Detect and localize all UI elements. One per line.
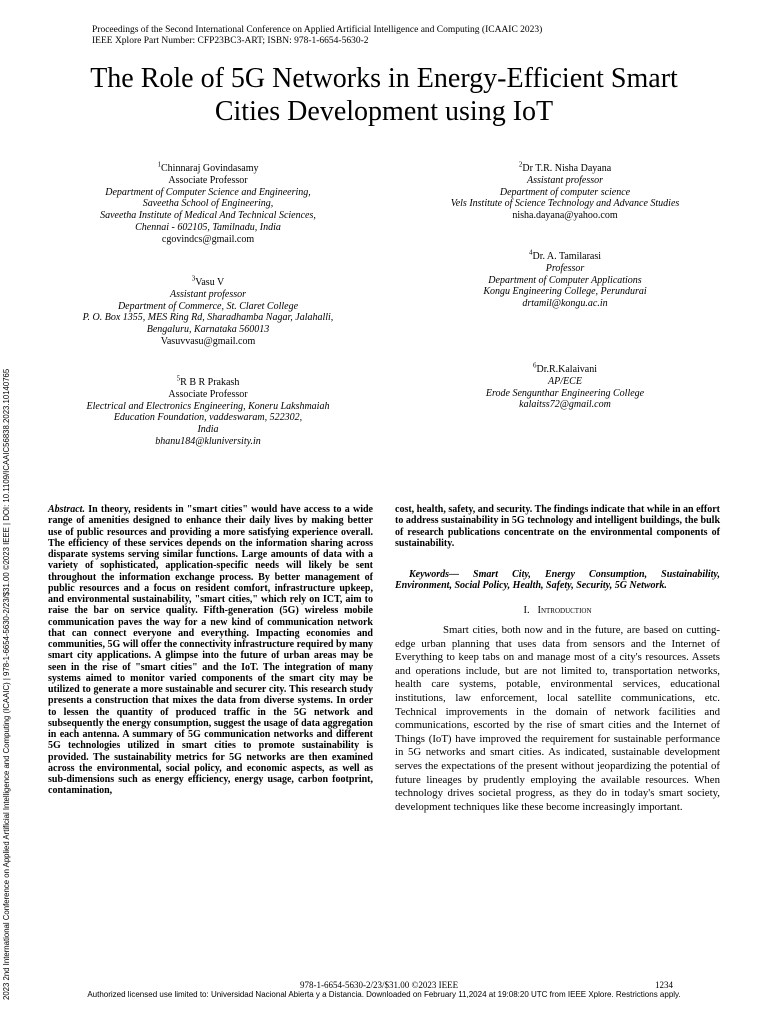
author-block-5 <box>48 374 368 448</box>
author-role: Associate Professor <box>168 388 248 400</box>
author-name: $^3$Vasu V <box>191 274 225 288</box>
footer-identifier: 978-1-6654-5630-2/23/$31.00 ©2023 IEEE <box>300 980 459 990</box>
abstract-label: Abstract. <box>48 504 85 515</box>
author-affiliation: Chennai - 602105, Tamilnadu, India <box>135 221 281 233</box>
author-affiliation: Education Foundation, vaddeswaram, 522302, <box>113 412 303 424</box>
author-name: $^2$Dr T.R. Nisha Dayana <box>518 160 612 174</box>
author-affiliation: Erode Sengunthar Engineering College <box>485 387 645 399</box>
author-email: Vasuvvasu@gmail.com <box>160 335 256 347</box>
author-affiliation: Department of computer science <box>499 186 631 198</box>
author-email: kalaitss72@gmail.com <box>519 399 611 411</box>
author-affiliation: Department of Computer Science and Engineering, <box>105 186 311 198</box>
introduction-text: Smart cities, both now and in the future, are based on cutting-edge urban planning that uses data from sensors and the Internet of Everything to keep tabs on and manage most of a city's resources. Assets and operations include, but are not limited to, transportation networks, health care systems, potable, environmental services, educational institutions, law enforcement, local satellite communications, etc. Technical improvements in the domain of network facilities and communications, escorted by the rise of smart cities and the Internet of Things (IoT) have improved the requirement for sustainable performance in 5G networks and smart cities. As indicated, sustainable development serves the expectations of the present without jeopardizing the potential of future lineages by prudently employing the available resources. When technology drives societal progress, as they do in today's smart society, development techniques like these become increasingly important. <box>395 624 720 813</box>
author-affiliation: Department of Commerce, St. Claret College <box>117 300 299 312</box>
author-email: nisha.dayana@yahoo.com <box>512 210 618 222</box>
author-name: $^4$Dr. A. Tamilarasi <box>528 248 602 262</box>
abstract-continuation: cost, health, safety, and security. The findings indicate that while in an effort to address sustainability in 5G technology and intelligent buildings, the bulk of research publications concentrate on the environmental components of sustainability. <box>395 504 720 549</box>
author-affiliation: Saveetha School of Engineering, <box>142 198 274 210</box>
title-line-2: Cities Development using IoT <box>214 96 554 127</box>
author-block-4 <box>405 248 725 310</box>
author-block-6 <box>405 361 725 411</box>
author-email: cgovindcs@gmail.com <box>161 233 255 245</box>
author-block-3 <box>48 274 368 348</box>
author-block-2 <box>405 160 725 222</box>
paper-title <box>0 62 768 128</box>
author-role: Associate Professor <box>168 174 248 186</box>
author-affiliation: Vels Institute of Science Technology and Advance Studies <box>450 198 680 210</box>
author-email: bhanu184@kluniversity.in <box>155 435 261 447</box>
author-role: AP/ECE <box>548 375 582 387</box>
author-affiliation: Saveetha Institute of Medical And Technical Sciences, <box>100 210 316 222</box>
proceedings-header: Proceedings of the Second International Conference on Applied Artificial Intelligence and Computing (ICAAIC 2023) <box>92 25 543 35</box>
title-line-1: The Role of 5G Networks in Energy-Efficient Smart <box>90 63 678 94</box>
author-name: $^5$R B R Prakash <box>176 374 240 388</box>
abstract-text: In theory, residents in "smart cities" would have access to a wide range of amenities designed to enhance their daily lives by making better use of public resources and providing a more satisfying experience overall. The efficiency of these services depends on the information sharing across disparate systems serving similar functions. Large amounts of data with a variety of sophisticated, application-specific needs will likely be sent throughout the information exchange process. By better management of public resources and a focus on resident comfort, infrastructure upkeep, and environmental sustainability, "smart cities," which rely on ICT, aim to raise the bar on service quality. Fifth-generation (5G) wireless mobile communication paves the way for a new kind of communication network that can connect everyone and everything. Impacting economies and communities, 5G will offer the connectivity infrastructure required by many smart city applications. A glimpse into the future of urban areas may be seen in the rise of "smart cities" and the IoT. The integration of many systems aimed to monitor varied components of the smart city may be utilized to generate a more sustainable and securer city. This research study presents a construction that mixes the data from diverse systems. In order to lessen the quantity of produced traffic in the 5G network and subsequently the energy consumption, suggest the usage of data aggregation in each antenna. A summary of 5G communication networks and different 5G technologies utilized in smart cities to promote sustainability is provided. The sustainability metrics for 5G networks are then examined across the environmental, social policy, and economic aspects, as well as sub-dimensions such as energy efficiency, energy usage, carbon footprint, contamination, <box>48 504 374 797</box>
author-block-1 <box>48 160 368 246</box>
isbn-header: IEEE Xplore Part Number: CFP23BC3-ART; ISBN: 978-1-6654-5630-2 <box>92 36 369 46</box>
author-name: $^1$Chinnaraj Govindasamy <box>157 160 259 174</box>
author-role: Assistant professor <box>169 288 247 300</box>
author-role: Professor <box>545 262 585 274</box>
abstract <box>48 504 373 797</box>
keywords: Keywords— Smart City, Energy Consumption, Sustainability, Environment, Social Policy, Health, Safety, Security, 5G Network. <box>395 569 720 592</box>
page-number: 1234 <box>655 980 673 990</box>
author-email: drtamil@kongu.ac.in <box>522 298 608 310</box>
author-affiliation: Kongu Engineering College, Perundurai <box>483 286 647 298</box>
author-affiliation: P. O. Box 1355, MES Ring Rd, Sharadhamba Nagar, Jalahalli, <box>82 312 334 324</box>
author-affiliation: India <box>197 424 219 436</box>
license-notice: Authorized licensed use limited to: Universidad Nacional Abierta y a Distancia. Downloaded on February 11,2024 at 19:08:20 UTC from IEEE Xplore. Restrictions apply. <box>87 990 681 999</box>
author-name: $^6$Dr.R.Kalaivani <box>532 361 598 375</box>
author-affiliation: Bengaluru, Karnataka 560013 <box>146 324 270 336</box>
side-citation: 2023 2nd International Conference on Applied Artificial Intelligence and Computing (ICAAIC) | 978-1-6654-5630-2/23/$31.00 ©2023 IEEE | DOI: 10.1109/ICAAIC56838.2023.10140765 <box>2 368 11 1000</box>
section-heading: I. Introduction <box>523 605 592 616</box>
author-affiliation: Electrical and Electronics Engineering, Koneru Lakshmaiah <box>86 400 330 412</box>
author-affiliation: Department of Computer Applications <box>488 274 642 286</box>
author-role: Assistant professor <box>526 174 604 186</box>
